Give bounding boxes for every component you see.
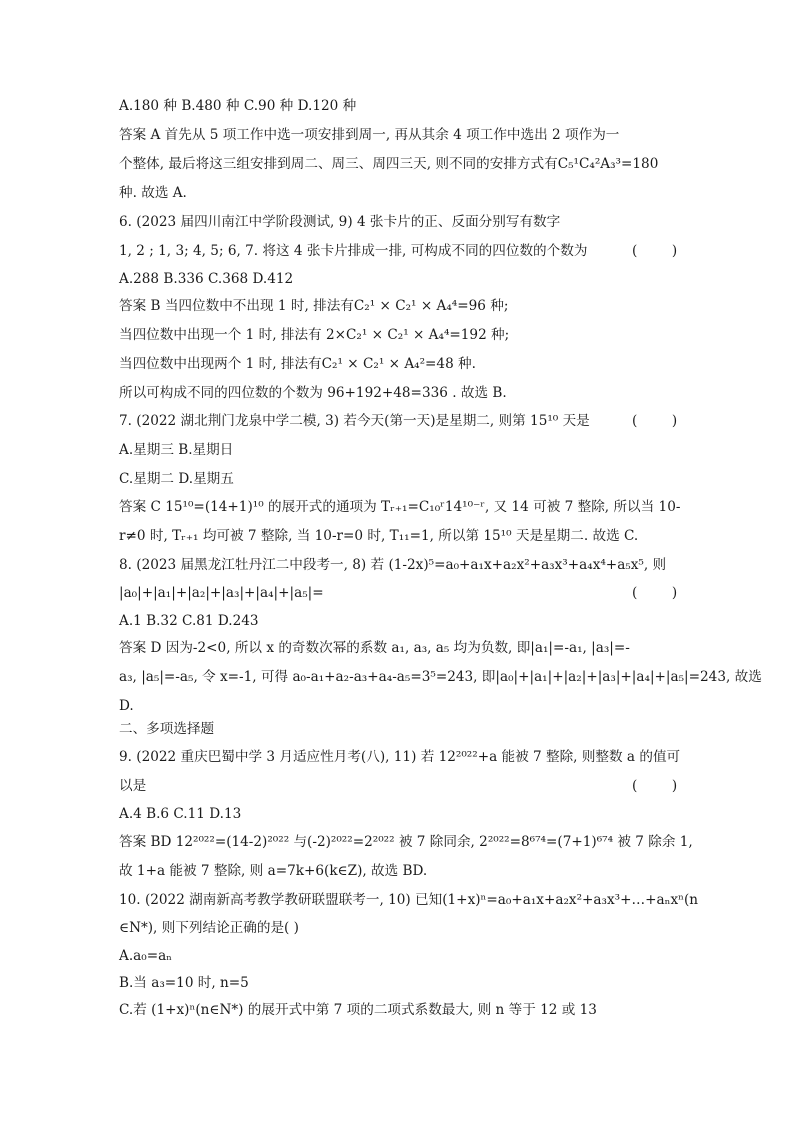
text-line-l27: 答案 BD 12²⁰²²=(14-2)²⁰²² 与(-2)²⁰²²=2²⁰²² 被 7 除同余, 2²⁰²²=8⁶⁷⁴=(7+1)⁶⁷⁴ 被 7 除余 1, <box>119 834 693 850</box>
text-line-l29: 10. (2022 湖南新高考教学教研联盟联考一, 10) 已知(1+x)ⁿ=a₀+a₁x+a₂x²+a₃x³+…+aₙxⁿ(n <box>119 892 699 908</box>
text-line-l24: 9. (2022 重庆巴蜀中学 3 月适应性月考(八), 11) 若 12²⁰²²+a 能被 7 整除, 则整数 a 的值可 <box>119 749 681 765</box>
text-line-l17: 8. (2023 届黑龙江牡丹江二中段考一, 8) 若 (1-2x)⁵=a₀+a₁x+a₂x²+a₃x³+a₄x⁴+a₅x⁵, 则 <box>119 557 667 573</box>
text-line-l16: r≠0 时, Tᵣ₊₁ 均可被 7 整除, 当 10-r=0 时, T₁₁=1, 所以第 15¹⁰ 天是星期二. 故选 C. <box>119 528 639 544</box>
answer-blank-p06: ( ) <box>632 243 678 259</box>
text-line-l05: 6. (2023 届四川南江中学阶段测试, 9) 4 张卡片的正、反面分别写有数字 <box>119 214 561 230</box>
text-line-l11: 所以可构成不同的四位数的个数为 96+192+48=336 . 故选 B. <box>119 385 507 401</box>
text-line-l21: a₃, |a₅|=-a₅, 令 x=-1, 可得 a₀-a₁+a₂-a₃+a₄-a₅=3⁵=243, 即|a₀|+|a₁|+|a₂|+|a₃|+|a₄|+|a₅|=243, 故选 <box>119 669 762 685</box>
text-line-l03: 个整体, 最后将这三组安排到周二、周三、周四三天, 则不同的安排方式有C₅¹C₄²A₃³=180 <box>119 156 659 172</box>
text-line-l18: |a₀|+|a₁|+|a₂|+|a₃|+|a₄|+|a₅|= <box>119 585 324 601</box>
text-line-l07: A.288 B.336 C.368 D.412 <box>119 271 294 287</box>
text-line-l15: 答案 C 15¹⁰=(14+1)¹⁰ 的展开式的通项为 Tᵣ₊₁=C₁₀ʳ14¹⁰⁻ʳ, 又 14 可被 7 整除, 所以当 10- <box>119 499 681 515</box>
text-line-l20: 答案 D 因为-2<0, 所以 x 的奇数次幂的系数 a₁, a₃, a₅ 均为负数, 即|a₁|=-a₁, |a₃|=- <box>119 640 630 656</box>
text-line-l28: 故 1+a 能被 7 整除, 则 a=7k+6(k∈Z), 故选 BD. <box>119 863 428 879</box>
text-line-l12: 7. (2022 湖北荆门龙泉中学二模, 3) 若今天(第一天)是星期二, 则第 15¹⁰ 天是 <box>119 413 590 429</box>
answer-blank-p07: ( ) <box>632 413 678 429</box>
text-line-l04: 种. 故选 A. <box>119 185 187 201</box>
answer-blank-p09: ( ) <box>632 778 678 794</box>
text-line-l31: A.a₀=aₙ <box>119 948 173 964</box>
text-line-l02: 答案 A 首先从 5 项工作中选一项安排到周一, 再从其余 4 项工作中选出 2 项作为一 <box>119 127 620 143</box>
text-line-l01: A.180 种 B.480 种 C.90 种 D.120 种 <box>119 98 357 114</box>
text-line-l13: A.星期三 B.星期日 <box>119 442 234 458</box>
text-line-l33: C.若 (1+x)ⁿ(n∈N*) 的展开式中第 7 项的二项式系数最大, 则 n 等于 12 或 13 <box>119 1002 597 1018</box>
answer-blank-p08: ( ) <box>632 585 678 601</box>
text-line-l08: 答案 B 当四位数中不出现 1 时, 排法有C₂¹ × C₂¹ × A₄⁴=96 种; <box>119 298 509 314</box>
text-line-l22: D. <box>119 698 134 714</box>
text-line-l10: 当四位数中出现两个 1 时, 排法有C₂¹ × C₂¹ × A₄²=48 种. <box>119 356 476 372</box>
text-line-l25: 以是 <box>119 778 147 794</box>
text-line-l23: 二、多项选择题 <box>119 721 215 737</box>
text-line-l30: ∈N*), 则下列结论正确的是( ) <box>119 920 299 936</box>
text-line-l32: B.当 a₃=10 时, n=5 <box>119 975 249 991</box>
text-line-l14: C.星期二 D.星期五 <box>119 471 234 487</box>
text-line-l26: A.4 B.6 C.11 D.13 <box>119 806 242 822</box>
text-line-l09: 当四位数中出现一个 1 时, 排法有 2×C₂¹ × C₂¹ × A₄⁴=192 种; <box>119 327 510 343</box>
text-line-l06: 1, 2 ; 1, 3; 4, 5; 6, 7. 将这 4 张卡片排成一排, 可构成不同的四位数的个数为 <box>119 243 588 259</box>
text-line-l19: A.1 B.32 C.81 D.243 <box>119 613 259 629</box>
